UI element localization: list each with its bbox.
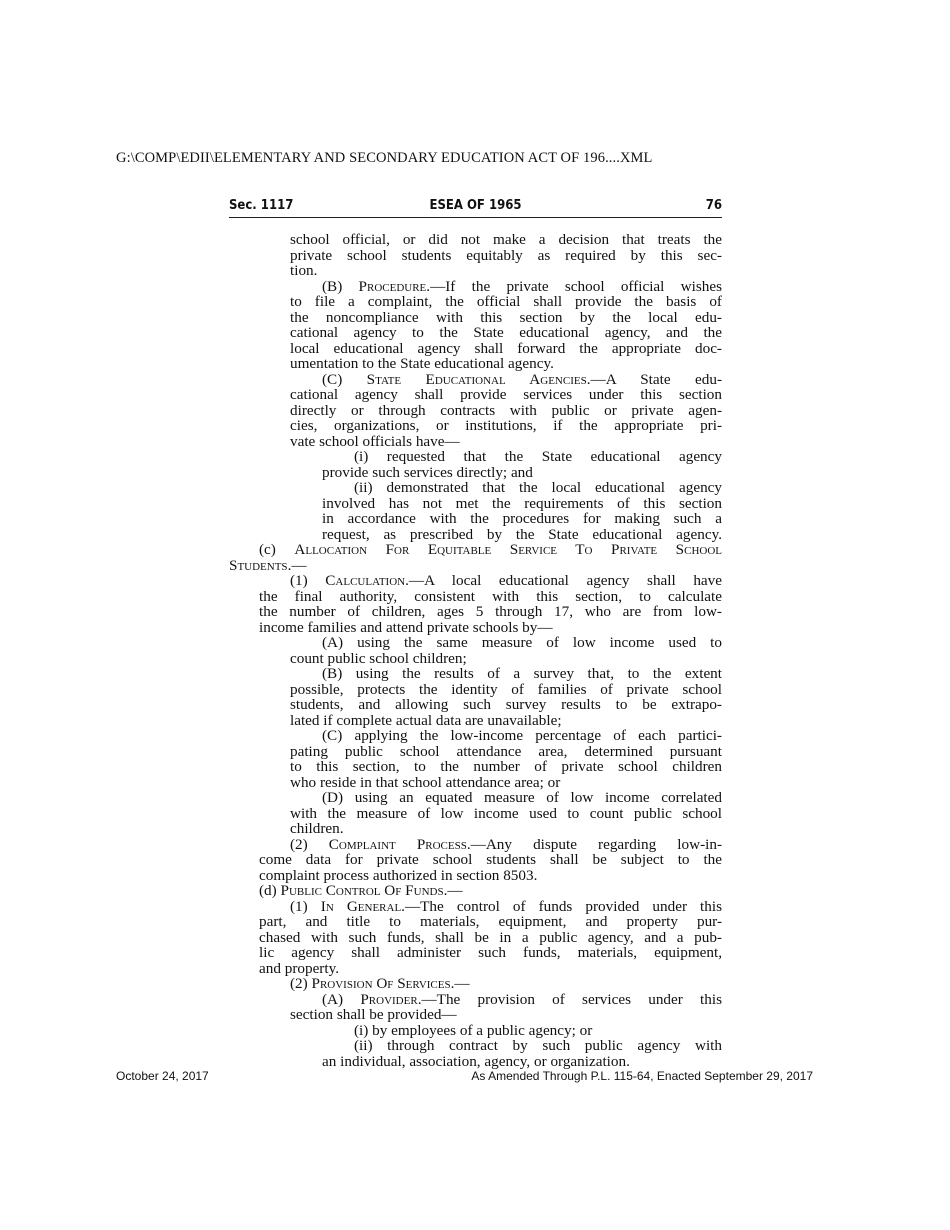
heading-small-caps: Provision Of Services	[311, 975, 451, 992]
body-line: private school students equitably as required by this sec-	[290, 246, 722, 264]
body-line: tion.	[290, 262, 318, 279]
body-line: vate school officials have—	[290, 432, 460, 450]
heading-small-caps: Public Control Of Funds	[280, 882, 444, 899]
body-line: provide such services directly; and	[322, 463, 533, 481]
body-line: cational agency to the State educational agency, and the	[290, 324, 722, 341]
body-line: (B) Procedure.—If the private school official wishes	[322, 277, 723, 295]
body-line: who reside in that school attendance area; or	[290, 773, 561, 791]
heading-small-caps: In General	[320, 897, 402, 915]
body-line: (c) Allocation For Equitable Service To Private School	[259, 541, 723, 558]
body-line: directly or through contracts with public or private agen-	[290, 401, 722, 419]
body-line: lated if complete actual data are unavailable;	[290, 711, 562, 729]
body-line: cational agency shall provide services under this section	[290, 386, 722, 403]
body-line: count public school children;	[290, 649, 467, 667]
body-line: with the measure of low income used to count public school	[290, 804, 722, 822]
body-line: lic agency shall administer such funds, materials, equipment,	[259, 944, 722, 961]
body-line: pating public school attendance area, determined pursuant	[290, 742, 722, 760]
body-line: (D) using an equated measure of low income correlated	[322, 789, 722, 806]
body-line: come data for private school students shall be subject to the	[259, 851, 722, 868]
body-line: (1) In General.—The control of funds provided under this	[290, 897, 722, 915]
body-line: (1) Calculation.—A local educational agency shall have	[290, 572, 722, 589]
body-line: (i) requested that the State educational agency	[354, 448, 722, 465]
body-line: chased with such funds, shall be in a public agency, and a pub-	[259, 928, 722, 946]
heading-small-caps: Calculation	[325, 572, 406, 589]
body-line: part, and title to materials, equipment, and property pur-	[259, 913, 722, 930]
body-line: (C) applying the low-income percentage of each partici-	[322, 727, 722, 744]
body-line: (2) Provision Of Services.—	[290, 975, 470, 992]
act-title: ESEA OF 1965	[429, 198, 522, 213]
heading-small-caps: Provider	[360, 990, 418, 1008]
heading-small-caps: Students	[229, 556, 288, 574]
body-line: (2) Complaint Process.—Any dispute regarding low-in-	[290, 835, 722, 853]
body-line: the noncompliance with this section by the local edu-	[290, 308, 722, 326]
body-line: school official, or did not make a decision that treats the	[290, 231, 722, 248]
body-line: income families and attend private schools by—	[259, 618, 553, 636]
running-header	[229, 197, 722, 218]
body-line: (B) using the results of a survey that, to the extent	[322, 665, 722, 682]
body-line: to this section, to the number of private school children	[290, 758, 722, 775]
body-line: request, as prescribed by the State educational agency.	[322, 525, 722, 543]
body-line: and property.	[259, 959, 339, 977]
body-line: children.	[290, 820, 344, 837]
heading-small-caps: State Educational Agencies	[366, 370, 587, 388]
body-line: local educational agency shall forward the appropriate doc-	[290, 339, 722, 357]
body-line: the number of children, ages 5 through 17, who are from low-	[259, 603, 722, 620]
body-line: (i) by employees of a public agency; or	[354, 1021, 593, 1039]
body-line: involved has not met the requirements of this section	[322, 494, 722, 512]
body-line: (ii) through contract by such public agency with	[354, 1037, 722, 1054]
body-line: complaint process authorized in section 8503.	[259, 866, 538, 884]
body-line: (A) Provider.—The provision of services under this	[322, 990, 722, 1008]
heading-small-caps: Procedure	[358, 277, 427, 295]
heading-small-caps: Allocation For Equitable Service To Private School	[294, 541, 723, 558]
file-path-header: G:\COMP\EDII\ELEMENTARY AND SECONDARY EDUCATION ACT OF 196....XML	[116, 150, 653, 166]
body-line: the final authority, consistent with this section, to calculate	[259, 587, 722, 605]
page-number: 76	[705, 198, 722, 213]
body-line: umentation to the State educational agency.	[290, 355, 554, 372]
footer-amendment-note: As Amended Through P.L. 115-64, Enacted September 29, 2017	[471, 1069, 813, 1083]
body-line: an individual, association, agency, or organization.	[322, 1052, 630, 1070]
section-number: Sec. 1117	[229, 198, 294, 213]
body-line: (A) using the same measure of low income used to	[322, 634, 722, 651]
body-line: students, and allowing such survey results to be extrapo-	[290, 696, 722, 713]
body-line: to file a complaint, the official shall provide the basis of	[290, 293, 722, 310]
body-line: section shall be provided—	[290, 1006, 457, 1023]
body-line: cies, organizations, or institutions, if the appropriate pri-	[290, 417, 722, 434]
body-line: (ii) demonstrated that the local educational agency	[354, 479, 722, 496]
body-line: (d) Public Control Of Funds.—	[259, 882, 463, 899]
body-line: Students.—	[229, 556, 307, 574]
body-line: (C) State Educational Agencies.—A State edu-	[322, 370, 723, 388]
heading-small-caps: Complaint Process	[328, 835, 467, 853]
body-line: possible, protects the identity of families of private school	[290, 680, 722, 698]
body-line: in accordance with the procedures for making such a	[322, 510, 722, 527]
footer-date: October 24, 2017	[116, 1069, 209, 1083]
